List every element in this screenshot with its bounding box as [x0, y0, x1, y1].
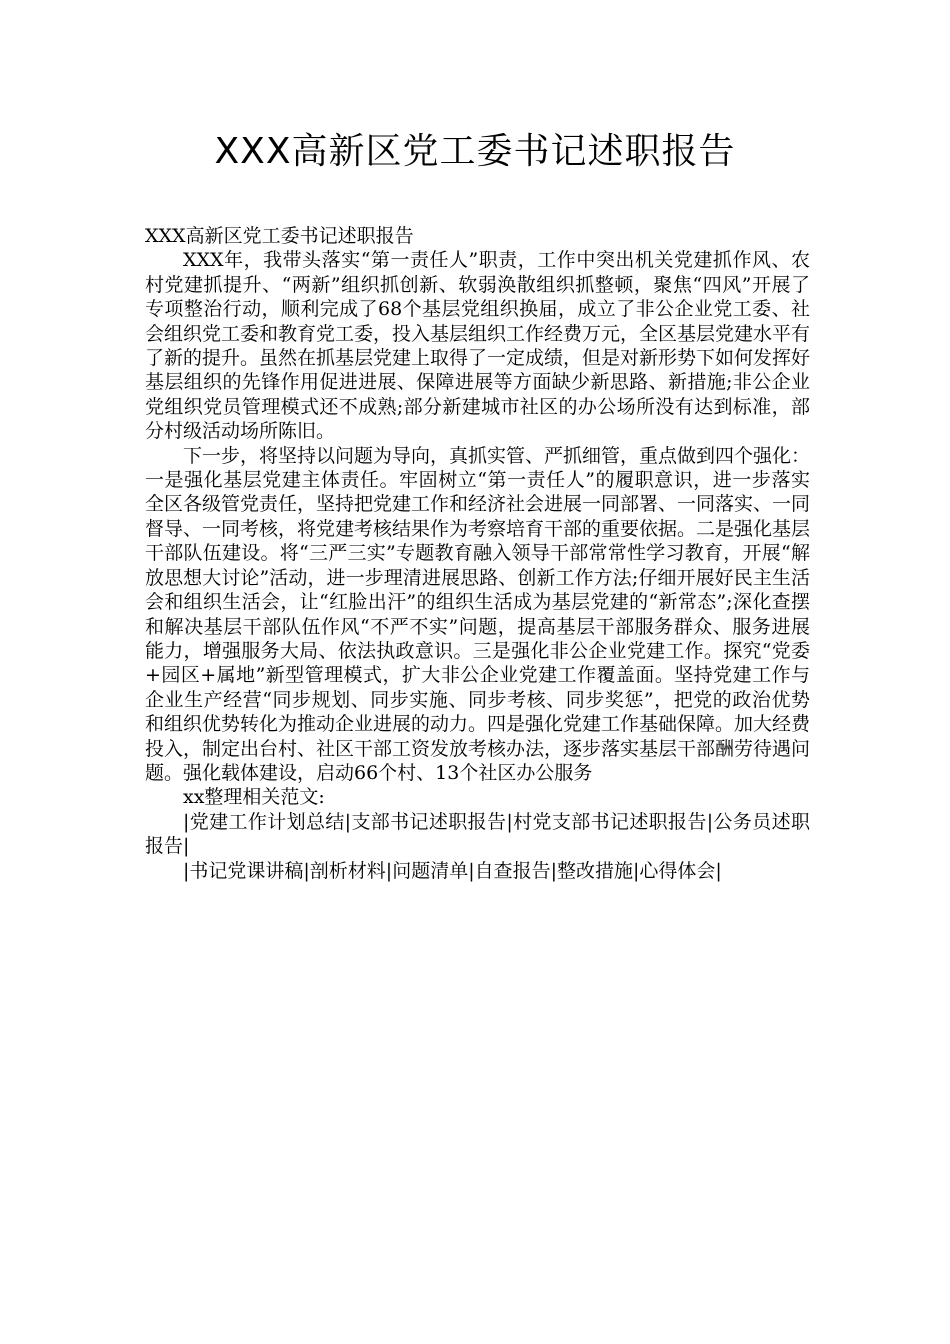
document-body	[145, 224, 810, 883]
paragraph-next-steps: 下一步，将坚持以问题为导向，真抓实管、严抓细管，重点做到四个强化：一是强化基层党建主体责任。牢固树立“第一责任人”的履职意识，进一步落实全区各级管党责任，坚持把党建工作和经济社会进展一同部署、一同落实、一同督导、一同考核，将党建考核结果作为考察培育干部的重要依据。二是强化基层干部队伍建设。将“三严三实”专题教育融入领导干部常常性学习教育，开展“解放思想大讨论”活动，进一步理清进展思路、创新工作方法;仔细开展好民主生活会和组织生活会，让“红脸出汗”的组织生活成为基层党建的“新常态”;深化查摆和解决基层干部队伍作风“不严不实”问题，提高基层干部服务群众、服务进展能力，增强服务大局、依法执政意识。三是强化非公企业党建工作。探究“党委+园区+属地”新型管理模式，扩大非公企业党建工作覆盖面。坚持党建工作与企业生产经营“同步规划、同步实施、同步考核、同步奖惩”，把党的政治优势和组织优势转化为推动企业进展的动力。四是强化党建工作基础保障。加大经费投入，制定出台村、社区干部工资发放考核办法，逐步落实基层干部酬劳待遇问题。强化载体建设，启动66个村、13个社区办公服务	[145, 444, 811, 784]
related-links-line-1: |党建工作计划总结|支部书记述职报告|村党支部书记述职报告|公务员述职报告|	[145, 810, 810, 858]
related-heading: xx整理相关范文:	[183, 786, 325, 809]
related-links-line-2: |书记党课讲稿|剖析材料|问题清单|自查报告|整改措施|心得体会|	[183, 859, 722, 882]
document-subtitle: XXX高新区党工委书记述职报告	[145, 225, 414, 247]
document-title: XXX高新区党工委书记述职报告	[214, 131, 736, 172]
paragraph-summary: XXX年，我带头落实“第一责任人”职责，工作中突出机关党建抓作风、农村党建抓提升、“两新”组织抓创新、软弱涣散组织抓整顿，聚焦“四风”开展了专项整治行动，顺利完成了68个基层党组织换届，成立了非公企业党工委、社会组织党工委和教育党工委，投入基层组织工作经费万元，全区基层党建水平有了新的提升。虽然在抓基层党建上取得了一定成绩，但是对新形势下如何发挥好基层组织的先锋作用促进进展、保障进展等方面缺少新思路、新措施;非公企业党组织党员管理模式还不成熟;部分新建城市社区的办公场所没有达到标准，部分村级活动场所陈旧。	[145, 249, 811, 443]
